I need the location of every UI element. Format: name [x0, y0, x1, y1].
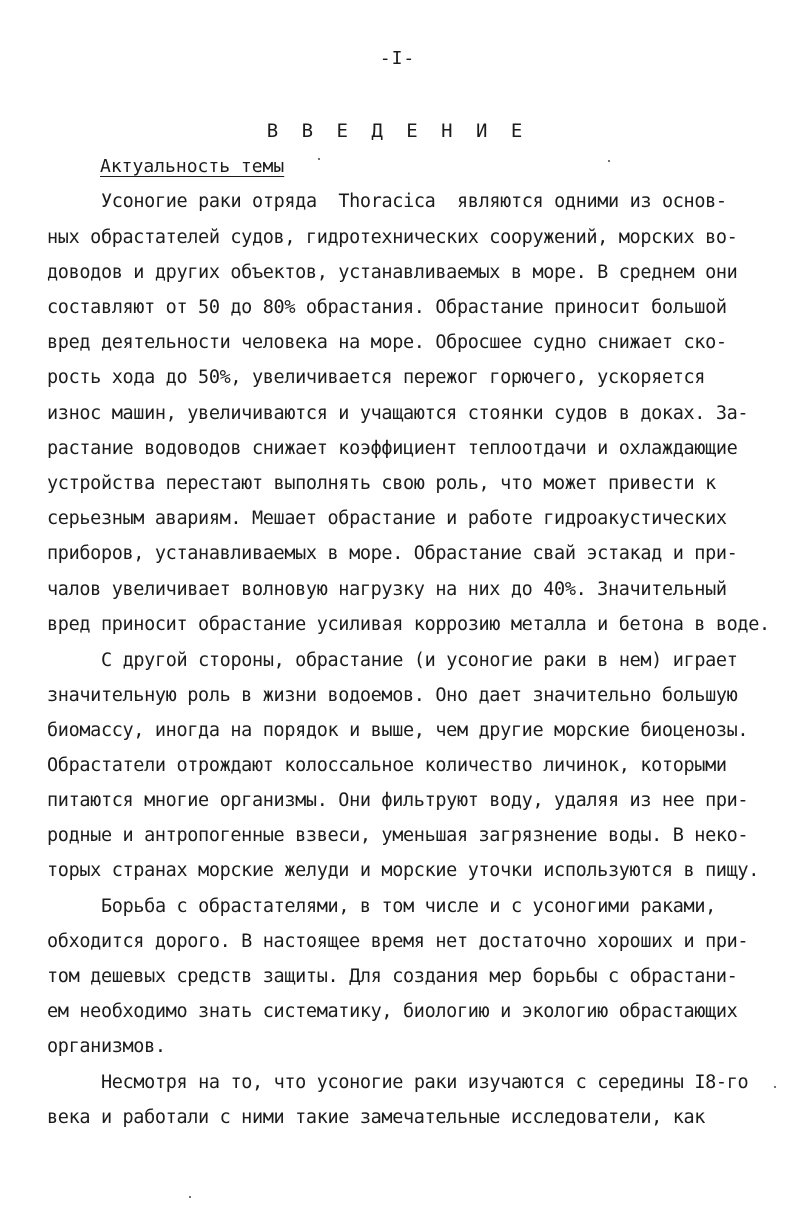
- text-line: организмов.: [47, 1036, 166, 1057]
- scan-speck: [774, 1086, 776, 1088]
- text-line: века и работали с ними такие замечательные исследователи, как: [47, 1107, 706, 1128]
- text-line: износ машин, увеличиваются и учащаются стоянки судов в доках. За-: [47, 403, 749, 424]
- section-heading: В В Е Д Е Н И Е: [266, 120, 529, 142]
- text-line: биомассу, иногда на порядок и выше, чем другие морские биоценозы.: [47, 720, 749, 741]
- text-line: составляют от 50 до 80% обрастания. Обрастание приносит большой: [47, 297, 727, 318]
- text-line: устройства перестают выполнять свою роль, что может привести к: [47, 473, 716, 494]
- text-line: доводов и других объектов, устанавливаемых в море. В среднем они: [47, 262, 738, 283]
- text-line: ных обрастателей судов, гидротехнических сооружений, морских во-: [47, 227, 738, 248]
- scan-speck: [318, 158, 320, 160]
- text-line: Борьба с обрастателями, в том числе и с усоногими раками,: [101, 896, 716, 917]
- text-line: приборов, устанавливаемых в море. Обрастание свай эстакад и при-: [47, 543, 738, 564]
- text-line: С другой стороны, обрастание (и усоногие раки в нем) играет: [101, 650, 738, 671]
- scan-speck: [189, 1196, 191, 1198]
- text-line: Усоногие раки отряда Thoracica являются одними из основ-: [101, 191, 727, 212]
- subheading: Актуальность темы: [100, 156, 285, 177]
- text-line: Обрастатели отрождают колоссальное количество личинок, которыми: [47, 755, 727, 776]
- text-line: торых странах морские желуди и морские уточки используются в пищу.: [47, 860, 760, 881]
- text-line: родные и антропогенные взвеси, уменьшая загрязнение воды. В неко-: [47, 825, 749, 846]
- text-line: Несмотря на то, что усоногие раки изучаются с середины I8-го: [101, 1072, 749, 1093]
- text-line: вред деятельности человека на море. Обросшее судно снижает ско-: [47, 332, 727, 353]
- text-line: вред приносит обрастание усиливая коррозию металла и бетона в воде.: [47, 614, 770, 635]
- text-line: значительную роль в жизни водоемов. Оно дает значительно большую: [47, 685, 738, 706]
- text-line: питаются многие организмы. Они фильтруют воду, удаляя из нее при-: [47, 790, 749, 811]
- scan-speck: [608, 160, 610, 162]
- text-line: серьезным авариям. Мешает обрастание и работе гидроакустических: [47, 508, 727, 529]
- text-line: обходится дорого. В настоящее время нет достаточно хороших и при-: [47, 931, 749, 952]
- text-line: чалов увеличивает волновую нагрузку на них до 40%. Значительный: [47, 579, 727, 600]
- page-number: -I-: [379, 48, 416, 69]
- text-line: том дешевых средств защиты. Для создания мер борьбы с обрастани-: [47, 966, 738, 987]
- text-line: растание водоводов снижает коэффициент теплоотдачи и охлаждающие: [47, 438, 738, 459]
- text-line: рость хода до 50%, увеличивается пережог горючего, ускоряется: [47, 367, 706, 388]
- text-line: ем необходимо знать систематику, биологию и экологию обрастающих: [47, 1001, 738, 1022]
